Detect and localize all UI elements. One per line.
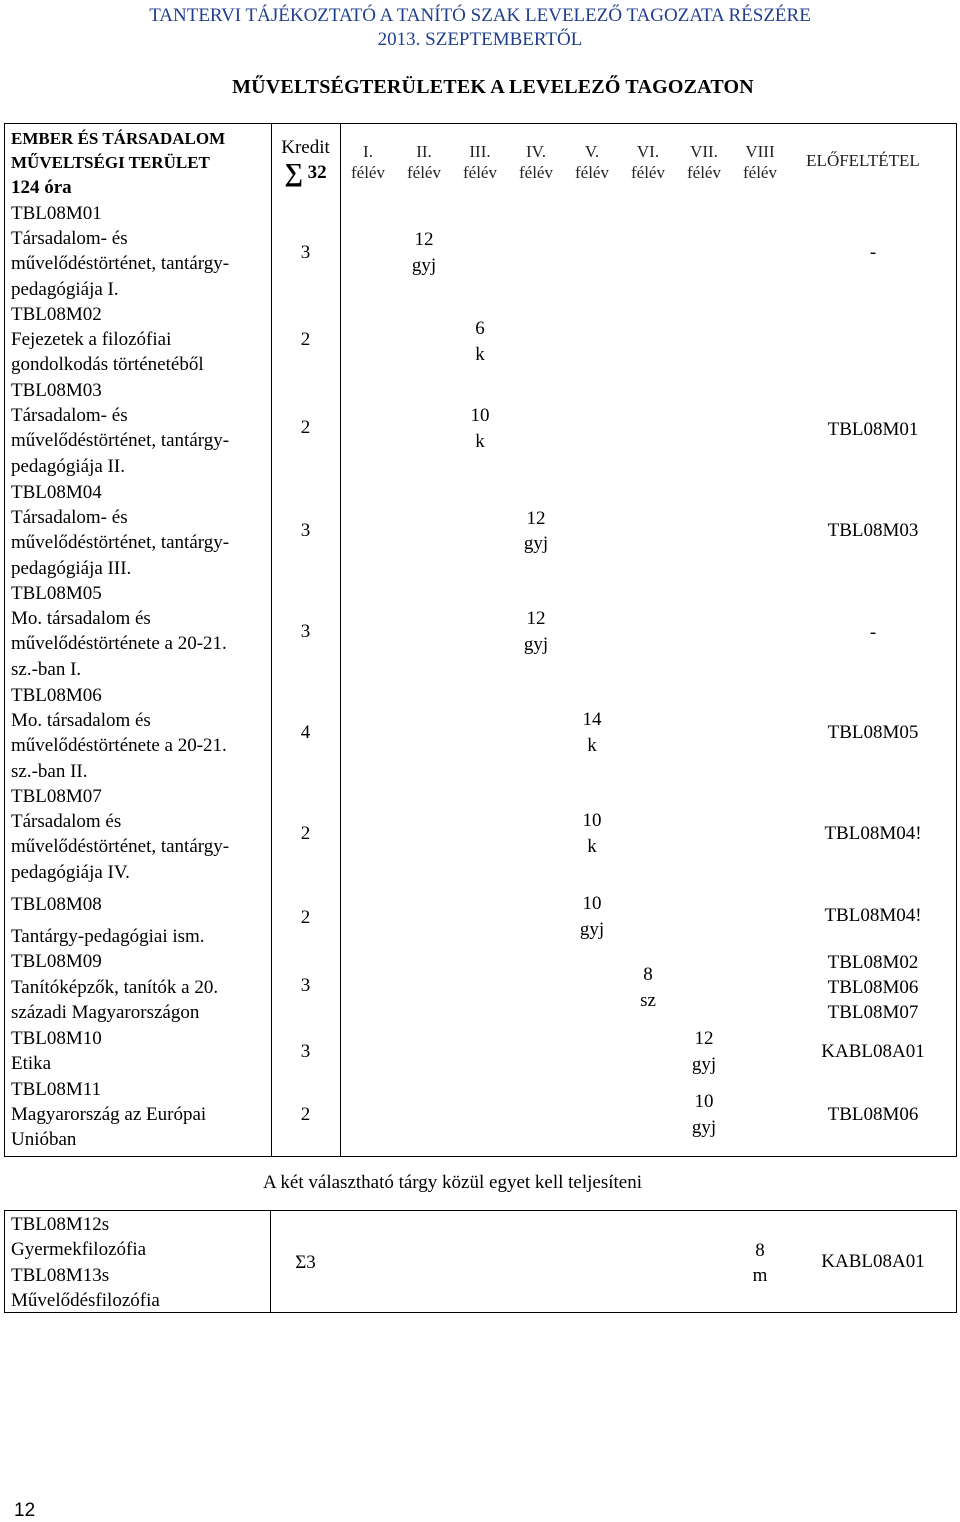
course-name-line: Unióban [11,1129,77,1150]
course-form: k [587,735,597,756]
course-form: k [475,431,485,452]
course-form: gyj [691,1117,717,1138]
course-name-line: pedagógiája I. [11,279,119,300]
course-code: TBL08M02 [11,304,102,325]
course-name-line: Fejezetek a filozófiai [11,329,172,350]
course-prereq: TBL08M06 [827,977,919,998]
area-title-line2: MŰVELTSÉGI TERÜLET [11,153,210,172]
elective-kredit: Σ3 [295,1252,316,1273]
course-prereq: TBL08M06 [827,1104,919,1125]
course-prereq: TBL08M04! [824,905,922,926]
semester-6-label: VI. [636,142,660,161]
course-kredit: 3 [300,242,311,263]
course-code: TBL08M04 [11,482,102,503]
area-title-line1: EMBER ÉS TÁRSADALOM [11,129,226,148]
course-form: gyj [523,533,549,554]
course-form: gyj [579,919,605,940]
course-name-line: művelődéstörténete a 20-21. [11,735,227,756]
semester-8-sub: félév [743,163,777,182]
course-kredit: 2 [300,823,311,844]
course-name-line: sz.-ban II. [11,761,88,782]
course-code: TBL08M11 [11,1079,102,1100]
elective-prereq: KABL08A01 [821,1251,925,1272]
course-hours: 10 [694,1091,714,1112]
course-prereq: TBL08M03 [827,520,919,541]
course-code: TBL08M09 [11,951,102,972]
semester-2-sub: félév [407,163,441,182]
course-name-line: Tantárgy-pedagógiai ism. [11,926,205,947]
course-hours: 14 [582,709,602,730]
course-prereq: TBL08M04! [824,823,922,844]
course-hours: 10 [582,810,602,831]
course-name-line: művelődéstörténet, tantárgy- [11,836,230,857]
elective-name: Művelődésfilozófia [11,1290,160,1311]
course-prereq: KABL08A01 [821,1041,925,1062]
course-name-line: gondolkodás történetéből [11,354,204,375]
course-kredit: 4 [300,722,311,743]
course-prereq: TBL08M01 [827,419,919,440]
course-name-line: Társadalom és [11,811,122,832]
course-code: TBL08M05 [11,583,102,604]
course-code: TBL08M07 [11,786,102,807]
kredit-sum [271,160,340,186]
course-prereq: - [869,242,877,263]
course-kredit: 3 [300,975,311,996]
course-hours: 12 [694,1028,714,1049]
document-header-line1: TANTERVI TÁJÉKOZTATÓ A TANÍTÓ SZAK LEVELEZŐ TAGOZATA RÉSZÉRE [149,5,811,26]
course-prereq: TBL08M05 [827,722,919,743]
course-prereq: TBL08M02 [827,952,919,973]
course-name-line: Társadalom- és [11,228,128,249]
elective-code: TBL08M12s [11,1214,110,1235]
course-name-line: pedagógiája IV. [11,862,130,883]
area-hours: 124 óra [11,177,72,198]
semester-5-sub: félév [575,163,609,182]
section-title: MŰVELTSÉGTERÜLETEK A LEVELEZŐ TAGOZATON [232,76,754,98]
sum-symbol: ∑ [284,158,303,187]
course-hours: 8 [643,964,653,985]
semester-3-sub: félév [463,163,497,182]
semester-3-label: III. [469,142,491,161]
semester-1-sub: félév [351,163,385,182]
course-hours: 12 [414,229,434,250]
course-name-line: sz.-ban I. [11,659,82,680]
course-name-line: századi Magyarországon [11,1002,200,1023]
course-name-line: Etika [11,1053,52,1074]
course-hours: 10 [582,893,602,914]
semester-6-sub: félév [631,163,665,182]
course-name-line: művelődéstörténete a 20-21. [11,633,227,654]
course-code: TBL08M06 [11,685,102,706]
course-name-line: Tanítóképzők, tanítók a 20. [11,977,219,998]
column-divider [340,123,341,1157]
course-prereq: - [869,622,877,643]
course-name-line: művelődéstörténet, tantárgy- [11,532,230,553]
course-kredit: 3 [300,1041,311,1062]
course-kredit: 2 [300,329,311,350]
elective-name: Gyermekfilozófia [11,1239,147,1260]
course-name-line: Magyarország az Európai [11,1104,207,1125]
prereq-header: ELŐFELTÉTEL [806,151,920,170]
semester-8-label: VIII [745,142,775,161]
elective-hours: 8 [755,1240,765,1261]
elective-form: m [752,1265,768,1286]
semester-4-sub: félév [519,163,553,182]
page-number: 12 [14,1500,36,1521]
semester-1-label: I. [363,142,373,161]
semester-7-sub: félév [687,163,721,182]
course-kredit: 2 [300,417,311,438]
course-name-line: művelődéstörténet, tantárgy- [11,253,230,274]
document-header-line2: 2013. SZEPTEMBERTŐL [377,29,583,50]
course-hours: 12 [526,508,546,529]
course-form: k [475,344,485,365]
course-prereq: TBL08M07 [827,1002,919,1023]
course-name-line: Mo. társadalom és [11,710,151,731]
semester-2-label: II. [416,142,432,161]
course-hours: 10 [470,405,490,426]
course-name-line: Társadalom- és [11,507,128,528]
course-kredit: 2 [300,907,311,928]
elective-code: TBL08M13s [11,1265,110,1286]
course-form: k [587,836,597,857]
course-hours: 6 [475,318,485,339]
course-hours: 12 [526,608,546,629]
kredit-sum-value: 32 [307,162,327,183]
kredit-header: Kredit [281,137,330,158]
course-code: TBL08M03 [11,380,102,401]
course-form: gyj [523,634,549,655]
course-name-line: pedagógiája III. [11,558,132,579]
course-code: TBL08M10 [11,1028,102,1049]
semester-4-label: IV. [526,142,546,161]
course-code: TBL08M01 [11,203,102,224]
course-name-line: Mo. társadalom és [11,608,151,629]
course-kredit: 3 [300,520,311,541]
course-kredit: 3 [300,621,311,642]
semester-7-label: VII. [690,142,718,161]
course-name-line: pedagógiája II. [11,456,125,477]
course-name-line: művelődéstörténet, tantárgy- [11,430,230,451]
course-form: gyj [691,1054,717,1075]
semester-5-label: V. [584,142,600,161]
course-name-line: Társadalom- és [11,405,128,426]
course-form: gyj [411,255,437,276]
course-form: sz [640,990,656,1011]
course-code: TBL08M08 [11,894,102,915]
elective-note: A két választható tárgy közül egyet kell teljesíteni [263,1172,643,1193]
course-kredit: 2 [300,1104,311,1125]
